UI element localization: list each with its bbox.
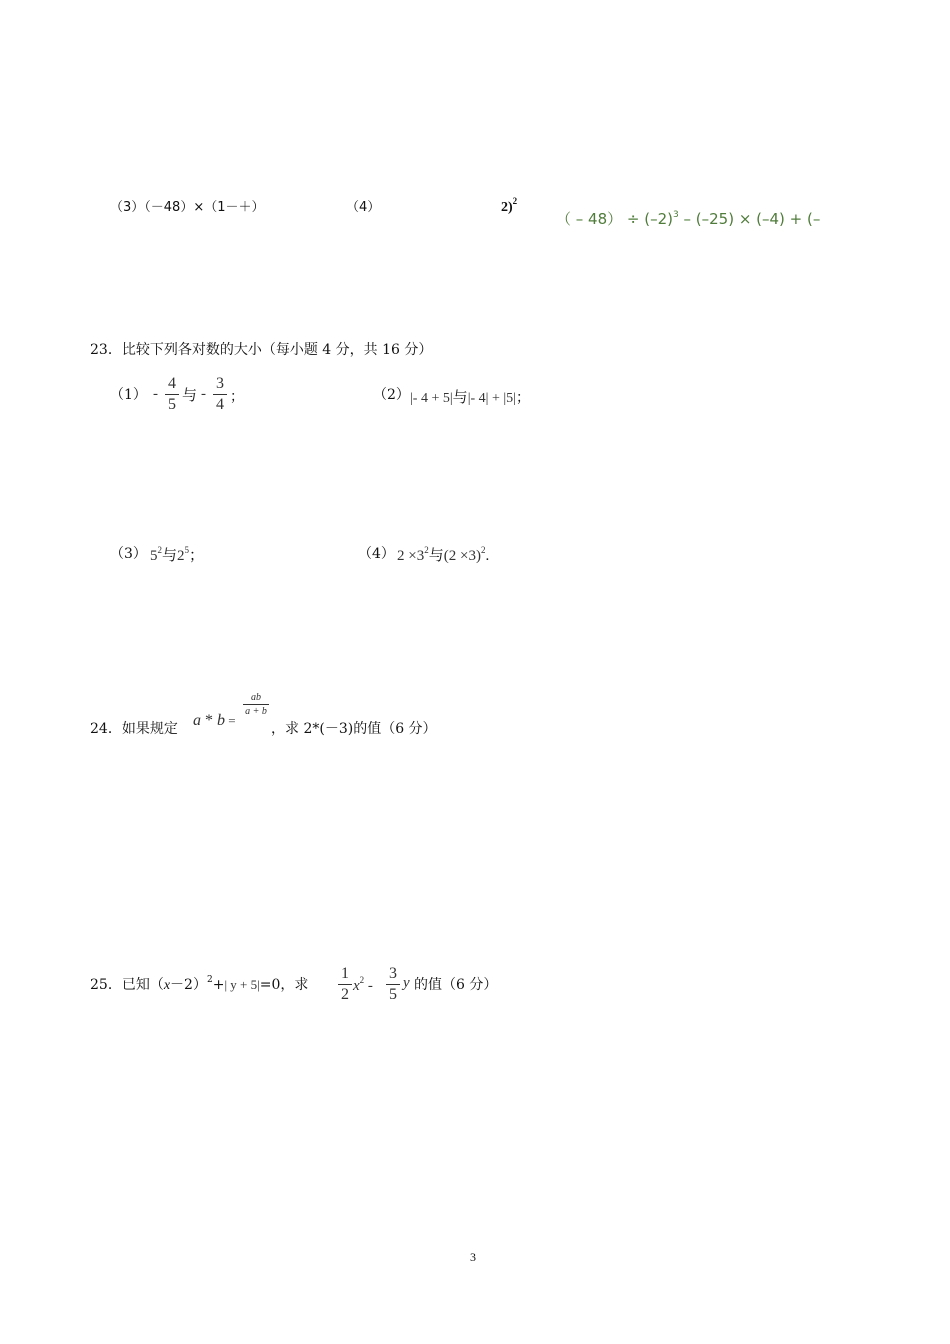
q24-suffix: ，求 2*(－3)的值（6 分） — [271, 721, 437, 737]
q25-statement — [90, 974, 308, 994]
q23-part1-sign: - — [153, 386, 158, 402]
q24-def-b: b — [217, 712, 225, 729]
frac-den: 5 — [389, 986, 397, 1003]
page-number: 3 — [470, 1250, 476, 1264]
frac-bar — [338, 984, 352, 985]
q24-def-star: * — [201, 712, 217, 729]
q23-part1-fraction-1 — [165, 375, 179, 414]
q23-part4-expression — [397, 544, 489, 565]
q22-expr-c: – (–25) × (–4) + (– — [678, 210, 821, 228]
q25-sup: 2 — [206, 975, 213, 985]
q25-fraction-1 — [338, 965, 352, 1004]
q24-def-a: a — [193, 712, 201, 729]
q23-part4-sup1: 2 — [424, 545, 429, 555]
frac-bar — [213, 394, 227, 395]
q25-zero: =0，求 — [259, 977, 309, 993]
q23-part2-expr1: |- 4 + 5| — [410, 391, 453, 406]
q25-y: y — [403, 975, 410, 991]
frac-num: 4 — [168, 375, 176, 392]
q23-part3-base1: 5 — [150, 548, 158, 564]
frac-den: a + b — [245, 706, 267, 717]
frac-den: 5 — [168, 396, 176, 413]
q23-part4-end: . — [485, 548, 490, 564]
frac-bar — [386, 984, 400, 985]
q23-part3-base2: 2 — [177, 548, 185, 564]
frac-bar — [165, 394, 179, 395]
q25-x-squared — [353, 975, 373, 995]
q23-part1-label: （1） — [110, 387, 147, 403]
q23-part4-sup2: 2 — [480, 545, 486, 555]
q22-expr-b-sup: 3 — [672, 210, 679, 220]
frac-num: 3 — [216, 375, 224, 392]
q24-def-eq: = — [225, 713, 236, 728]
q23-part3-sup1: 2 — [157, 545, 162, 555]
q25-plus: + — [212, 977, 225, 993]
frac-bar — [243, 704, 269, 705]
q25-x2-sup: 2 — [359, 975, 365, 985]
q23-part2-expression — [410, 386, 530, 407]
q23-part4-expr2: (2 ×3) — [443, 548, 481, 564]
q23-part4-and: 与 — [428, 548, 444, 564]
q25-prefix: 25．已知（ — [90, 977, 164, 993]
frac-den: 4 — [216, 396, 224, 413]
q22-expr-b: ÷ (–2) — [622, 210, 673, 228]
q22-fragment-text: 2) — [501, 200, 513, 215]
q25-x: x — [163, 978, 171, 993]
q23-part2-expr2: |- 4| + |5| — [467, 391, 516, 406]
q25-fraction-2 — [386, 965, 400, 1004]
q23-part3-expression — [150, 544, 204, 565]
q23-part3-sup2: 5 — [184, 545, 190, 555]
q23-part1-end: ； — [230, 389, 244, 405]
q25-suffix: 的值（6 分） — [414, 977, 498, 993]
q24-prefix: 24．如果规定 — [90, 721, 178, 737]
q22-expr-a: （ – 48） — [556, 210, 623, 228]
q23-title: 23．比较下列各对数的大小（每小题 4 分，共 16 分） — [90, 342, 433, 358]
q22-item-4-fragment — [501, 196, 517, 216]
frac-num: ab — [251, 692, 261, 703]
q23-part3-end: ； — [189, 548, 205, 564]
q23-part4-expr1: 2 ×3 — [397, 548, 425, 564]
q23-part1-fraction-2 — [213, 375, 227, 414]
q22-item-3: （3）（－48）×（1－＋） — [110, 200, 265, 215]
q25-x2: x — [353, 978, 360, 994]
q23-part2-and: 与 — [452, 388, 468, 406]
q22-fragment-sup: 2 — [512, 196, 518, 206]
q23-part2-end: ； — [515, 391, 530, 406]
q23-part4-label: （4） — [358, 546, 395, 562]
q23-part1-and: 与 — [182, 386, 198, 404]
q23-part3-and: 与 — [162, 548, 178, 564]
q23-part2-label: （2） — [373, 387, 410, 403]
frac-den: 2 — [341, 986, 349, 1003]
q22-item-4-label: （4） — [346, 200, 381, 215]
q25-abs: | y + 5| — [224, 977, 260, 992]
q25-minus: - — [364, 978, 373, 994]
q25-mid: －2） — [170, 977, 207, 993]
q22-expression-image — [556, 208, 820, 229]
q24-definition — [193, 712, 236, 730]
q24-fraction — [243, 692, 269, 717]
q23-part1-sign-2: - — [201, 386, 206, 402]
q23-part3-label: （3） — [110, 546, 147, 562]
frac-num: 3 — [389, 965, 397, 982]
frac-num: 1 — [341, 965, 349, 982]
